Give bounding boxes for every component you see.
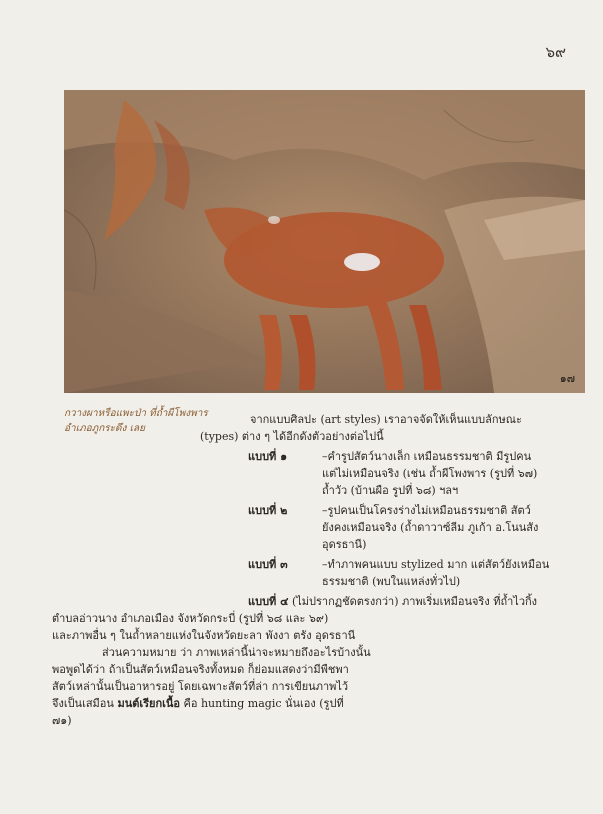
meaning-line-3: สัตว์เหล่านั้นเป็นอาหารอยู่ โดยเฉพาะสัตว์ที่ล่า การเขียนภาพไว้ [52,680,349,693]
item-line: –คำรูปสัตว์นางเล็ก เหมือนธรรมชาติ มีรูปคน [322,450,532,463]
meaning-line-4c: คือ hunting magic นั่นเอง (รูปที่ [183,697,344,710]
item-line: แต่ไม่เหมือนจริง (เช่น ถ้ำผีโพงพาร (รูปที่ ๖๗) [322,467,538,480]
intro-line-2: (types) ต่าง ๆ ได้อีกดังตัวอย่างต่อไปนี้ [200,430,384,443]
item-number: แบบที่ ๒ [248,504,288,517]
item-line: ยังคงเหมือนจริง (ถ้ำดาวาซ์ลีม ภูเก้า อ.โนนสัง [322,521,539,534]
list-item [248,502,580,553]
item-number: แบบที่ ๑ [248,450,288,463]
caption-line-2: อำเภอภูกระดึง เลย [64,423,145,434]
item4-first-line [200,593,580,610]
rock-art-image [64,90,585,393]
meaning-line-2: พอพูดได้ว่า ถ้าเป็นสัตว์เหมือนจริงทั้งหมด ก็ย่อมแสดงว่ามีพืชพา [52,663,349,676]
meaning-line-1: ส่วนความหมาย ว่า ภาพเหล่านี้น่าจะหมายถึงอะไรบ้างนั้น [102,646,371,659]
item-body [322,502,580,553]
item4-line-3: และภาพอื่น ๆ ในถ้ำหลายแห่งในจังหวัดยะลา พังงา ตรัง อุดรธานี [52,629,356,642]
item-line: ธรรมชาติ (พบในแหล่งทั่วไป) [322,575,461,588]
item-number: แบบที่ ๓ [248,558,288,571]
meaning-line-4a: จึงเป็นเสมือน [52,697,114,710]
item-number: แบบที่ ๔ [248,595,289,608]
item-line: ถ้ำวัว (บ้านผือ รูปที่ ๖๘) ฯลฯ [322,484,459,497]
meaning-line-4 [52,695,580,712]
meaning-line-5: ๗๑) [52,714,72,727]
item-body [322,448,580,499]
item4-line-1: (ไม่ปรากฏชัดตรงกว่า) ภาพเริ่มเหมือนจริง ที่ถ้ำไวกิ้ง [291,595,538,608]
item-line: –รูปคนเป็นโครงร่างไม่เหมือนธรรมชาติ สัตว์ [322,504,531,517]
intro-line-1: จากแบบศิลปะ (art styles) เราอาจจัดให้เห็นแบบลักษณะ [250,413,522,426]
item-line: อุดรธานี) [322,538,367,551]
rock-art-photo [64,90,585,393]
list-item [248,556,580,590]
list-item-4 [52,593,580,644]
item-body [322,556,580,590]
page-number: ๖๙ [545,43,566,61]
photo-number: ๑๗ [559,372,575,385]
item4-line-2: ตำบลอ่าวนาง อำเภอเมือง จังหวัดกระบี่ (รูปที่ ๖๘ และ ๖๙) [52,612,329,625]
item-line: –ทำภาพคนแบบ stylized มาก แต่สัตว์ยังเหมือน [322,558,550,571]
caption-line-1: กวางผาหรือแพะป่า ที่ถ้ำผีโพงพาร [64,408,208,419]
magic-term: มนต์เรียกเนื้อ [117,697,181,710]
list-item [248,448,580,499]
